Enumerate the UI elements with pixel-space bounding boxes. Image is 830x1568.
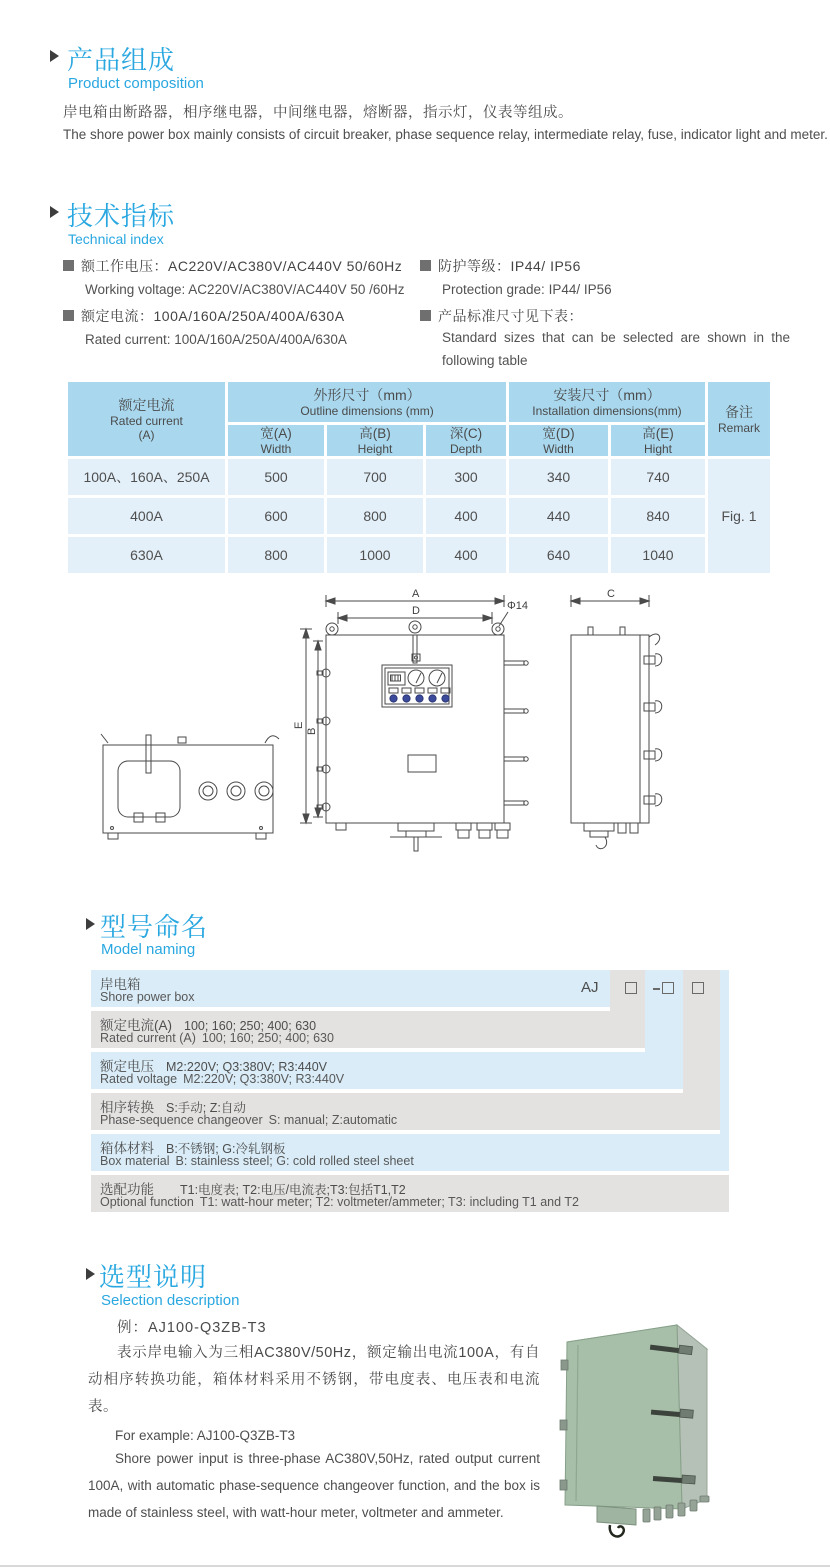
subcol-height-b: [327, 425, 423, 456]
cell-wa: 500: [228, 459, 324, 495]
naming-value-en: B: stainless steel; G: cold rolled steel sheet: [175, 1154, 414, 1168]
subheader-zh: 宽(D): [542, 425, 575, 441]
header-zh: 安装尺寸（mm）: [553, 387, 661, 403]
dim-label-c: C: [607, 588, 615, 600]
group-header-outline: [228, 382, 506, 422]
subheader-en: Hight: [643, 441, 672, 456]
naming-row-optional-function: [91, 1175, 729, 1212]
selection-description-text: [88, 1316, 540, 1526]
dim-label-a: A: [412, 588, 420, 600]
section-title-technical-en: Technical index: [68, 231, 164, 247]
example-model-zh: 例：AJ100-Q3ZB-T3: [117, 1320, 267, 1336]
naming-row-box-material: [91, 1134, 729, 1171]
cell-wd: 440: [509, 498, 608, 534]
section-arrow-icon: [50, 50, 59, 62]
subheader-zh: 宽(A): [260, 425, 292, 441]
dim-label-b: B: [306, 727, 318, 735]
naming-label-en: Rated current (A): [100, 1031, 196, 1045]
col-header-rated-current: [68, 382, 225, 456]
subcol-height-e: [611, 425, 705, 456]
spec-zh: 产品标准尺寸见下表：: [438, 308, 583, 324]
code-box-icon: [692, 982, 704, 994]
cell-wa: 600: [228, 498, 324, 534]
product-composition-en: The shore power box mainly consists of circuit breaker, phase sequence relay, intermediate relay, fuse, indicator light and meter.: [63, 127, 828, 142]
bullet-square-icon: [63, 260, 74, 271]
spec-rated-current: [63, 306, 345, 326]
subheader-en: Height: [357, 441, 393, 456]
header-zh: 备注: [725, 404, 753, 420]
subheader-zh: 高(B): [359, 425, 391, 441]
section-arrow-icon: [86, 1268, 95, 1280]
section-title-product-en: Product composition: [68, 75, 204, 92]
section-title-technical-zh: 技术指标: [67, 201, 176, 231]
cell-remark: Fig. 1: [708, 459, 770, 573]
naming-row-rated-voltage: [91, 1052, 683, 1089]
spec-zh: 额工作电压：AC220V/AC380V/AC440V 50/60Hz: [81, 258, 403, 274]
cell-current: 100A、160A、250A: [68, 459, 225, 495]
naming-label-zh: 箱体材料: [100, 1141, 154, 1156]
table-row: [68, 459, 770, 495]
cell-wa: 800: [228, 537, 324, 573]
naming-label-en: Rated voltage: [100, 1072, 178, 1086]
naming-value-en: M2:220V; Q3:380V; R3:440V: [183, 1072, 345, 1086]
header-en: Installation dimensions(mm): [532, 404, 682, 418]
drawing-side-view: [571, 588, 662, 849]
code-prefix: AJ: [581, 979, 599, 996]
subcol-width-a: [228, 425, 324, 456]
bullet-square-icon: [63, 310, 74, 321]
subheader-en: Depth: [449, 441, 483, 456]
table-row: [68, 537, 770, 573]
section-title-selection-zh: 选型说明: [99, 1262, 208, 1292]
cell-hb: 1000: [327, 537, 423, 573]
header-en: Rated current: [110, 414, 183, 428]
naming-value-en: 100; 160; 250; 400; 630: [201, 1031, 334, 1045]
section-title-product-zh: 产品组成: [67, 45, 176, 75]
naming-row-phase-sequence: [91, 1093, 720, 1130]
naming-value-zh: M2:220V; Q3:380V; R3:440V: [166, 1060, 327, 1074]
col-header-remark: [708, 382, 770, 456]
subcol-width-d: [509, 425, 608, 456]
naming-value-zh: B:不锈钢; G:冷轧钢板: [166, 1142, 286, 1156]
subheader-en: Width: [543, 441, 574, 456]
cell-current: 630A: [68, 537, 225, 573]
section-arrow-icon: [50, 206, 59, 218]
dimension-table: [65, 379, 773, 576]
bullet-square-icon: [420, 260, 431, 271]
cell-hb: 800: [327, 498, 423, 534]
spec-protection-grade: [420, 256, 581, 276]
naming-label-en: Phase-sequence changeover: [100, 1113, 263, 1127]
cell-dc: 300: [426, 459, 506, 495]
product-photo: [540, 1292, 830, 1568]
cell-he: 840: [611, 498, 705, 534]
spec-en: Protection grade: IP44/ IP56: [442, 282, 612, 297]
header-unit: (A): [138, 428, 155, 442]
page-bottom-rule: [0, 1565, 830, 1567]
naming-value-zh: 100; 160; 250; 400; 630: [184, 1019, 317, 1033]
spec-en: Rated current: 100A/160A/250A/400A/630A: [85, 332, 347, 347]
cell-dc: 400: [426, 537, 506, 573]
naming-label-zh: 选配功能: [100, 1182, 154, 1197]
subheader-en: Width: [260, 441, 292, 456]
selection-body-zh: 表示岸电输入为三相AC380V/50Hz，额定输出电流100A，有自动相序转换功能，箱体材料采用不锈钢，带电度表、电压表和电流表。: [88, 1345, 540, 1415]
right-edge-bolts: [504, 661, 528, 805]
cell-wd: 640: [509, 537, 608, 573]
naming-row-shore-power-box: [91, 970, 610, 1007]
subheader-zh: 高(E): [642, 425, 674, 441]
side-latches: [644, 654, 662, 806]
naming-value-en: T1: watt-hour meter; T2: voltmeter/ammeter; T3: including T1 and T2: [199, 1195, 579, 1209]
model-naming-diagram: [91, 970, 729, 1212]
naming-label-en: Optional function: [100, 1195, 194, 1209]
section-arrow-icon: [86, 918, 95, 930]
section-title-naming-en: Model naming: [101, 941, 196, 958]
cell-current: 400A: [68, 498, 225, 534]
naming-label-en: Box material: [100, 1154, 170, 1168]
technical-drawing: [60, 585, 780, 885]
spec-en: Working voltage: AC220V/AC380V/AC440V 50 /60Hz: [85, 282, 405, 297]
header-en: Outline dimensions (mm): [300, 404, 434, 418]
spec-en: Standard sizes that can be selected are shown in the following table: [442, 330, 790, 368]
dim-label-e: E: [293, 721, 305, 729]
code-connector-band: [720, 970, 729, 1134]
section-title-naming-zh: 型号命名: [100, 912, 209, 942]
group-header-installation: [509, 382, 705, 422]
section-title-selection-en: Selection description: [101, 1292, 240, 1309]
drawing-bottom-view: [101, 734, 279, 839]
cell-hb: 700: [327, 459, 423, 495]
spec-standard-sizes: [420, 306, 583, 326]
product-composition-zh: 岸电箱由断路器，相序继电器，中间继电器，熔断器，指示灯，仪表等组成。: [63, 105, 573, 121]
naming-label-zh: 相序转换: [100, 1100, 154, 1115]
naming-label-zh: 额定电流(A): [100, 1018, 172, 1033]
cell-dc: 400: [426, 498, 506, 534]
spec-zh: 防护等级：IP44/ IP56: [438, 258, 581, 274]
cell-he: 1040: [611, 537, 705, 573]
example-model-en: For example: AJ100-Q3ZB-T3: [115, 1428, 296, 1443]
spec-working-voltage: [63, 256, 402, 276]
cell-he: 740: [611, 459, 705, 495]
dim-label-d: D: [412, 605, 420, 617]
header-en: Remark: [717, 421, 760, 435]
cell-wd: 340: [509, 459, 608, 495]
naming-label-en: Shore power box: [100, 990, 195, 1004]
naming-value-zh: S:手动; Z:自动: [166, 1101, 246, 1115]
subheader-zh: 深(C): [449, 425, 483, 441]
naming-value-zh: T1:电度表; T2:电压/电流表;T3:包括T1,T2: [180, 1183, 406, 1197]
header-zh: 外形尺寸（mm）: [313, 387, 421, 403]
subcol-depth-c: [426, 425, 506, 456]
dim-label-phi14: Φ14: [507, 600, 529, 612]
control-panel: [382, 665, 452, 707]
left-edge-knobs: [317, 669, 330, 811]
code-box-icon: [662, 982, 674, 994]
naming-label-zh: 额定电压: [100, 1059, 154, 1074]
spec-zh: 额定电流：100A/160A/250A/400A/630A: [81, 308, 345, 324]
code-dash-icon: [653, 988, 660, 990]
naming-value-en: S: manual; Z:automatic: [268, 1113, 398, 1127]
drawing-front-view: [293, 588, 528, 851]
indicator-lamps: [389, 688, 450, 702]
header-zh: 额定电流: [118, 397, 175, 413]
bullet-square-icon: [420, 310, 431, 321]
selection-body-en: Shore power input is three-phase AC380V,50Hz, rated output current 100A, with automatic phase-sequence changeover function, and the box is made of stainless steel, with watt-hour meter, voltmeter and ammeter.: [88, 1451, 540, 1520]
table-row: [68, 498, 770, 534]
naming-label-zh: 岸电箱: [100, 977, 141, 992]
code-box-icon: [625, 982, 637, 994]
naming-row-rated-current: [91, 1011, 645, 1048]
